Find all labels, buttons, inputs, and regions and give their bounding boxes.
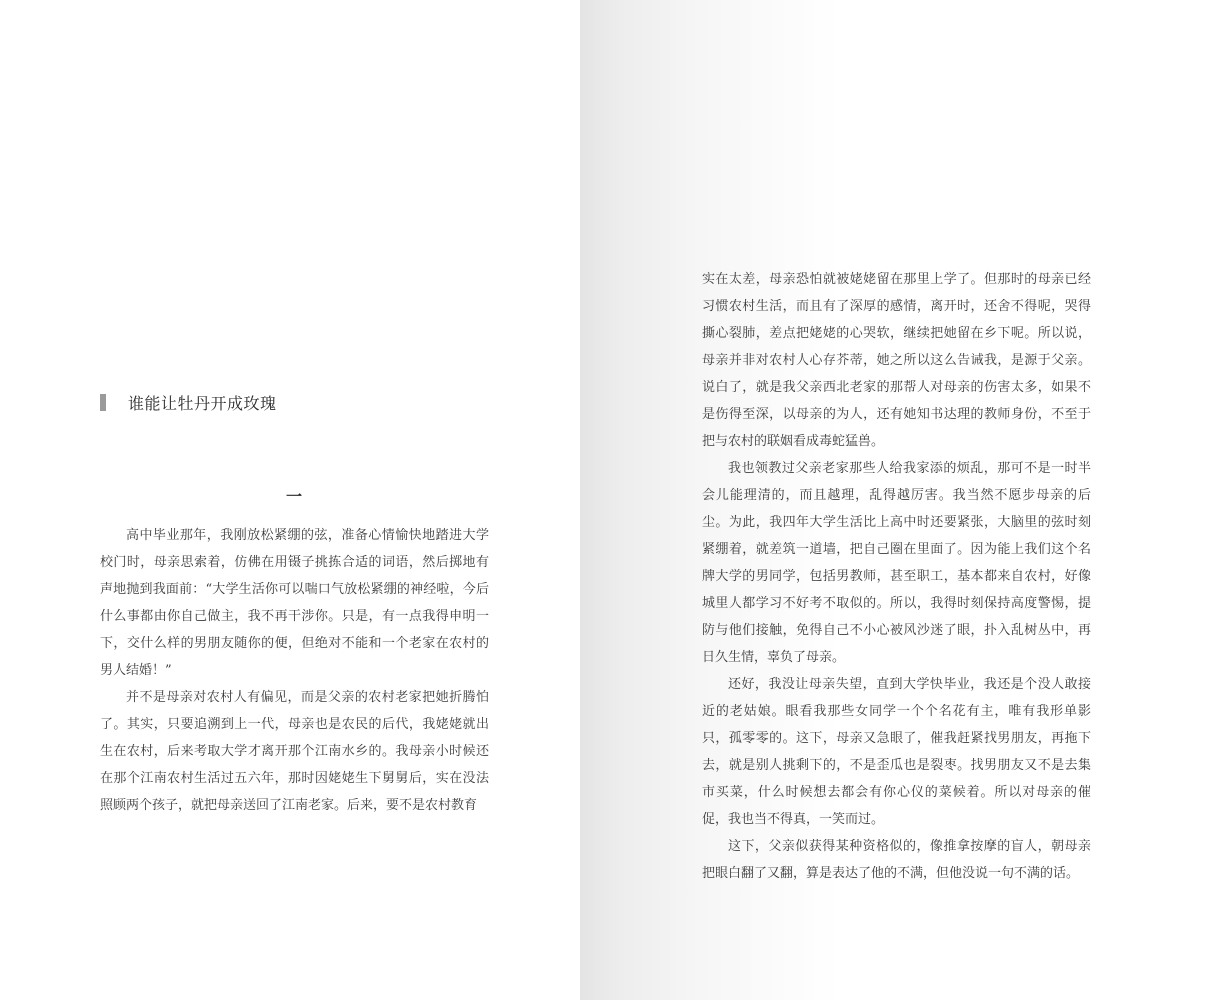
- chapter-heading: [100, 391, 277, 413]
- paragraph: 高中毕业那年，我刚放松紧绷的弦，准备心情愉快地踏进大学校门时，母亲思索着，仿佛在用镊子挑拣合适的词语，然后掷地有声地抛到我面前：“大学生活你可以喘口气放松紧绷的神经啦，今后什么事都由你自己做主，我不再干涉你。只是，有一点我得申明一下，交什么样的男朋友随你的便，但绝对不能和一个老家在农村的男人结婚！”: [100, 528, 489, 678]
- paragraph: 还好，我没让母亲失望，直到大学快毕业，我还是个没人敢接近的老姑娘。眼看我那些女同学一个个名花有主，唯有我形单影只，孤零零的。这下，母亲又急眼了，催我赶紧找男朋友，再拖下去，就是别人挑剩下的，不是歪瓜也是裂枣。找男朋友又不是去集市买菜，什么时候想去都会有你心仪的菜候着。所以对母亲的催促，我也当不得真，一笑而过。: [702, 677, 1091, 827]
- left-page: [0, 0, 580, 1000]
- paragraph-continuation: 实在太差，母亲恐怕就被姥姥留在那里上学了。但那时的母亲已经习惯农村生活，而且有了深厚的感情，离开时，还舍不得呢，哭得撕心裂肺，差点把姥姥的心哭软，继续把她留在乡下呢。所以说，母亲并非对农村人心存芥蒂，她之所以这么告诫我，是源于父亲。说白了，就是我父亲西北老家的那帮人对母亲的伤害太多，如果不是伤得至深，以母亲的为人，还有她知书达理的教师身份，不至于把与农村的联姻看成毒蛇猛兽。: [702, 272, 1091, 449]
- paragraph: 这下，父亲似获得某种资格似的，像推拿按摩的盲人，朝母亲把眼白翻了又翻，算是表达了他的不满，但他没说一句不满的话。: [702, 839, 1091, 881]
- section-number: 一: [285, 487, 302, 506]
- left-body-text: [100, 522, 489, 819]
- paragraph: 我也领教过父亲老家那些人给我家添的烦乱，那可不是一时半会儿能理清的，而且越理，乱得越厉害。我当然不愿步母亲的后尘。为此，我四年大学生活比上高中时还要紧张，大脑里的弦时刻紧绷着，就差筑一道墙，把自己圈在里面了。因为能上我们这个名牌大学的男同学，包括男教师，甚至职工，基本都来自农村，好像城里人都学习不好考不取似的。所以，我得时刻保持高度警惕，提防与他们接触，免得自己不小心被风沙迷了眼，扑入乱树丛中，再日久生情，辜负了母亲。: [702, 461, 1091, 665]
- right-body-text: [702, 266, 1091, 887]
- chapter-title: 谁能让牡丹开成玫瑰: [128, 393, 277, 413]
- title-marker-bar: [100, 394, 106, 411]
- paragraph: 并不是母亲对农村人有偏见，而是父亲的农村老家把她折腾怕了。其实，只要追溯到上一代，母亲也是农民的后代，我姥姥就出生在农村，后来考取大学才离开那个江南水乡的。我母亲小时候还在那个江南农村生活过五六年，那时因姥姥生下舅舅后，实在没法照顾两个孩子，就把母亲送回了江南老家。后来，要不是农村教育: [100, 690, 489, 813]
